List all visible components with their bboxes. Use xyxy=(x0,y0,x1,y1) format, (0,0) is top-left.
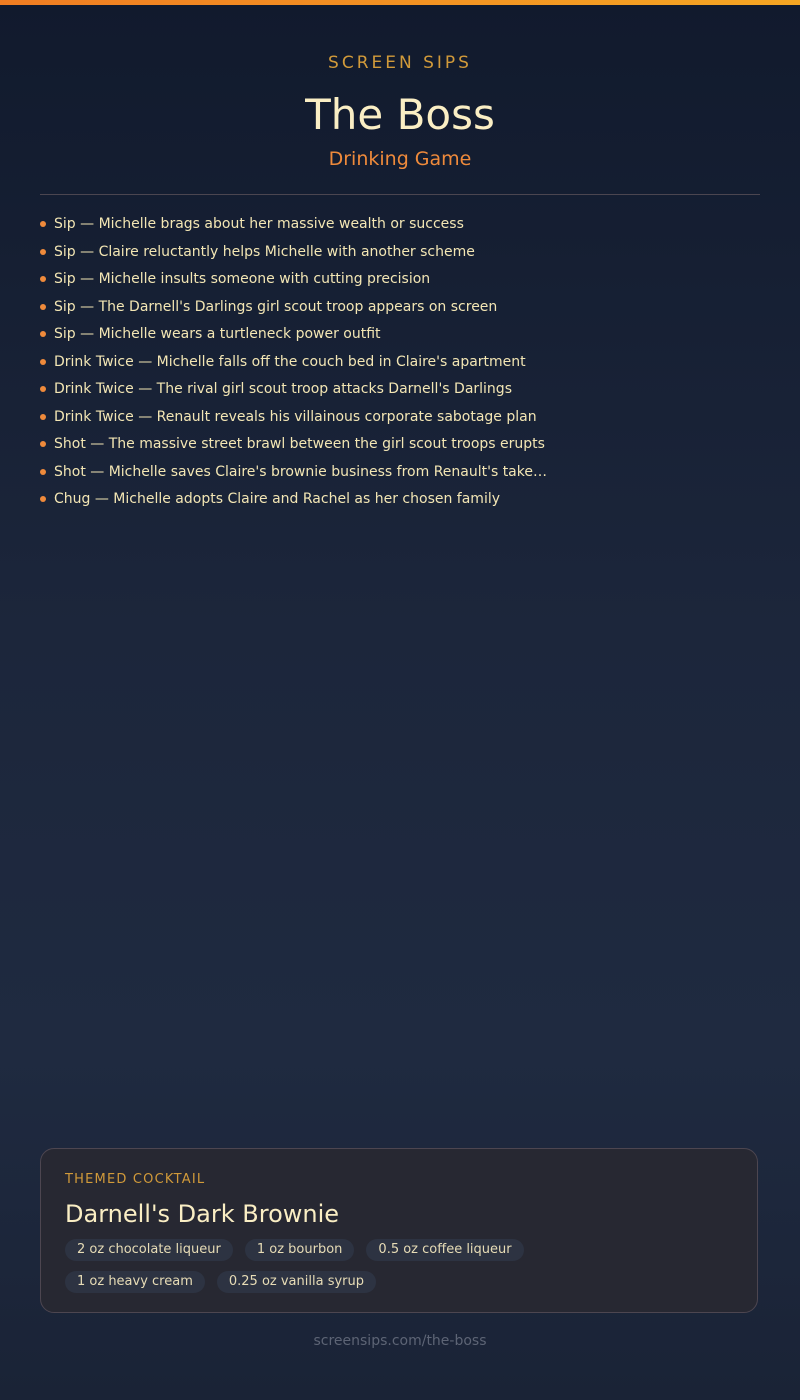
rule-text: Shot — Michelle saves Claire's brownie business from Renault's take… xyxy=(54,463,547,480)
rule-text: Sip — Michelle insults someone with cutting precision xyxy=(54,271,431,287)
bullet-icon xyxy=(40,276,46,282)
ingredient-chip: 1 oz bourbon xyxy=(245,1239,355,1261)
ingredient-chip: 0.5 oz coffee liqueur xyxy=(366,1239,523,1261)
bullet-icon xyxy=(40,249,46,255)
ingredient-list xyxy=(65,1239,665,1293)
rule-item xyxy=(40,266,760,294)
rule-text: Drink Twice — Renault reveals his villainous corporate sabotage plan xyxy=(54,408,537,425)
bullet-icon xyxy=(40,496,46,502)
rule-item xyxy=(40,404,760,432)
bullet-icon xyxy=(40,331,46,337)
rules-list xyxy=(40,211,760,514)
bullet-icon xyxy=(40,221,46,227)
rule-item xyxy=(40,486,760,514)
bullet-icon xyxy=(40,386,46,392)
footer-url: screensips.com/the-boss xyxy=(313,1333,487,1349)
cocktail-card xyxy=(40,1148,758,1313)
cocktail-name: Darnell's Dark Brownie xyxy=(65,1200,340,1228)
bullet-icon xyxy=(40,441,46,447)
rule-item xyxy=(40,211,760,239)
rule-text: Drink Twice — Michelle falls off the couch bed in Claire's apartment xyxy=(54,353,526,370)
ingredient-chip: 0.25 oz vanilla syrup xyxy=(217,1271,376,1293)
rule-item xyxy=(40,459,760,487)
rule-item xyxy=(40,321,760,349)
cocktail-label: THEMED COCKTAIL xyxy=(65,1172,206,1187)
bullet-icon xyxy=(40,414,46,420)
rule-text: Drink Twice — The rival girl scout troop attacks Darnell's Darlings xyxy=(54,381,512,397)
page-subtitle: Drinking Game xyxy=(328,148,472,170)
rule-item xyxy=(40,431,760,459)
rule-text: Shot — The massive street brawl between the girl scout troops erupts xyxy=(54,436,545,452)
page-header xyxy=(0,52,800,172)
rule-text: Sip — Claire reluctantly helps Michelle with another scheme xyxy=(54,243,475,260)
rule-item xyxy=(40,376,760,404)
bullet-icon xyxy=(40,304,46,310)
rule-text: Sip — Michelle wears a turtleneck power outfit xyxy=(54,326,381,342)
rule-text: Sip — Michelle brags about her massive wealth or success xyxy=(54,216,464,232)
rule-item xyxy=(40,239,760,267)
ingredient-chip: 2 oz chocolate liqueur xyxy=(65,1239,233,1261)
header-divider xyxy=(40,194,760,195)
rule-item xyxy=(40,294,760,322)
rule-item xyxy=(40,349,760,377)
brand-label: SCREEN SIPS xyxy=(328,53,472,73)
bullet-icon xyxy=(40,359,46,365)
ingredient-chip: 1 oz heavy cream xyxy=(65,1271,205,1293)
rule-text: Sip — The Darnell's Darlings girl scout troop appears on screen xyxy=(54,298,498,315)
rule-text: Chug — Michelle adopts Claire and Rachel as her chosen family xyxy=(54,491,501,507)
top-accent-bar xyxy=(0,0,800,5)
bullet-icon xyxy=(40,469,46,475)
page-title: The Boss xyxy=(305,90,495,139)
